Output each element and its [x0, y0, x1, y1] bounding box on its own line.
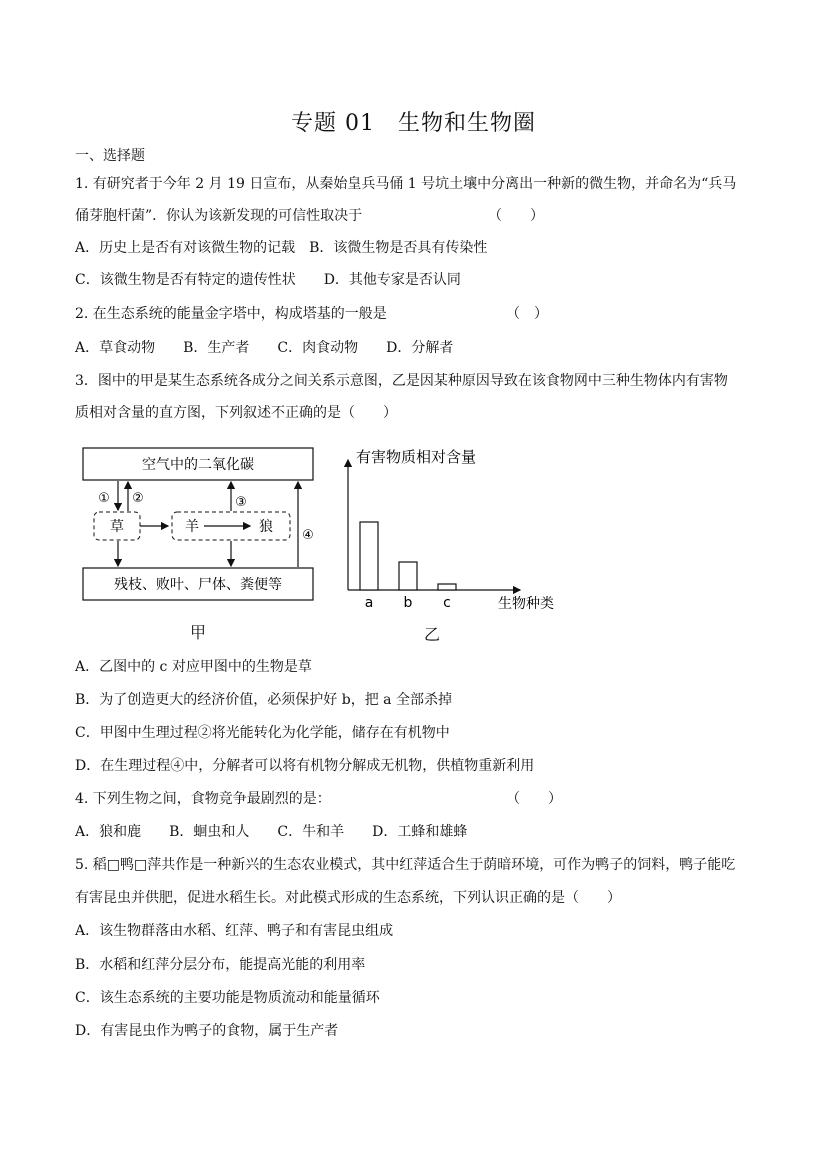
q3-option-b: B．为了创造更大的经济价值，必须保护好 b，把 a 全部杀掉 — [75, 692, 452, 708]
bar-c — [438, 584, 456, 590]
q1-stem-line-1: 1. 有研究者于今年 2 月 19 日宣布，从秦始皇兵马俑 1 号坑土壤中分离出一种新的微生物，并命名为“兵马 — [75, 176, 737, 192]
q5-stem-line-1: 5. 稻□鸭□萍共作是一种新兴的生态农业模式，其中红萍适合生于荫暗环境，可作为鸭子的饲料，鸭子能吃 — [75, 857, 736, 873]
q3-stem-line-2: 质相对含量的直方图，下列叙述不正确的是（ ） — [75, 405, 397, 421]
q3-option-a: A．乙图中的 c 对应甲图中的生物是草 — [75, 659, 312, 675]
chart-yi — [338, 440, 598, 612]
q4-answer-paren: （ ） — [506, 791, 562, 807]
section-heading: 一、选择题 — [75, 148, 145, 164]
tick-label-a: a — [364, 595, 374, 611]
q3-option-d: D．在生理过程④中，分解者可以将有机物分解成无机物，供植物重新利用 — [75, 758, 535, 774]
q5-stem-line-2: 有害昆虫并供肥，促进水稻生长。对此模式形成的生态系统，下列认识正确的是（ ） — [75, 890, 621, 906]
bar-a — [360, 522, 378, 590]
q1-option-line-2: C．该微生物是否有特定的遗传性状 D．其他专家是否认同 — [75, 272, 461, 288]
q2-stem: 2. 在生态系统的能量金字塔中，构成塔基的一般是 — [75, 306, 387, 322]
tick-label-c: c — [443, 595, 451, 611]
q4-stem: 4. 下列生物之间，食物竞争最剧烈的是： — [75, 791, 331, 807]
q1-option-line-1: A．历史上是否有对该微生物的记载 B．该微生物是否具有传染性 — [75, 240, 488, 256]
chart-yi-caption: 乙 — [424, 625, 441, 644]
page-title: 专题 01 生物和生物圈 — [291, 111, 536, 136]
label-1: ① — [98, 491, 110, 506]
q4-options: A．狼和鹿 B．蛔虫和人 C．牛和羊 D．工蜂和雄蜂 — [75, 824, 468, 840]
sheep-label: 羊 — [185, 519, 199, 535]
grass-label: 草 — [110, 519, 124, 535]
q5-option-c: C．该生态系统的主要功能是物质流动和能量循环 — [75, 990, 380, 1006]
y-axis-label: 有害物质相对含量 — [356, 448, 477, 466]
diagram-jia-caption: 甲 — [190, 623, 207, 642]
q5-option-d: D．有害昆虫作为鸭子的食物，属于生产者 — [75, 1023, 339, 1039]
q3-stem-line-1: 3．图中的甲是某生态系统各成分之间关系示意图，乙是因某种原因导致在该食物网中三种生物体内有害物 — [75, 373, 728, 389]
q5-option-a: A．该生物群落由水稻、红萍、鸭子和有害昆虫组成 — [75, 923, 394, 939]
label-2: ② — [132, 491, 144, 506]
diagram-jia — [82, 444, 318, 604]
bar-b — [399, 562, 417, 590]
remains-box-label: 残枝、败叶、尸体、粪便等 — [114, 577, 282, 593]
label-3: ③ — [235, 495, 247, 510]
q5-option-b: B．水稻和红萍分层分布，能提高光能的利用率 — [75, 957, 366, 973]
co2-box-label: 空气中的二氧化碳 — [142, 457, 254, 473]
tick-label-b: b — [403, 595, 413, 611]
q3-option-c: C．甲图中生理过程②将光能转化为化学能，储存在有机物中 — [75, 725, 450, 741]
wolf-label: 狼 — [259, 519, 273, 535]
q1-answer-paren: （ ） — [488, 208, 544, 224]
x-axis-label: 生物种类 — [498, 596, 554, 612]
q2-options: A．草食动物 B．生产者 C．肉食动物 D．分解者 — [75, 340, 454, 356]
label-4: ④ — [302, 528, 314, 543]
q2-answer-paren: （ ） — [506, 306, 548, 322]
q1-stem-line-2: 俑芽胞杆菌”．你认为该新发现的可信性取决于 — [75, 208, 363, 224]
